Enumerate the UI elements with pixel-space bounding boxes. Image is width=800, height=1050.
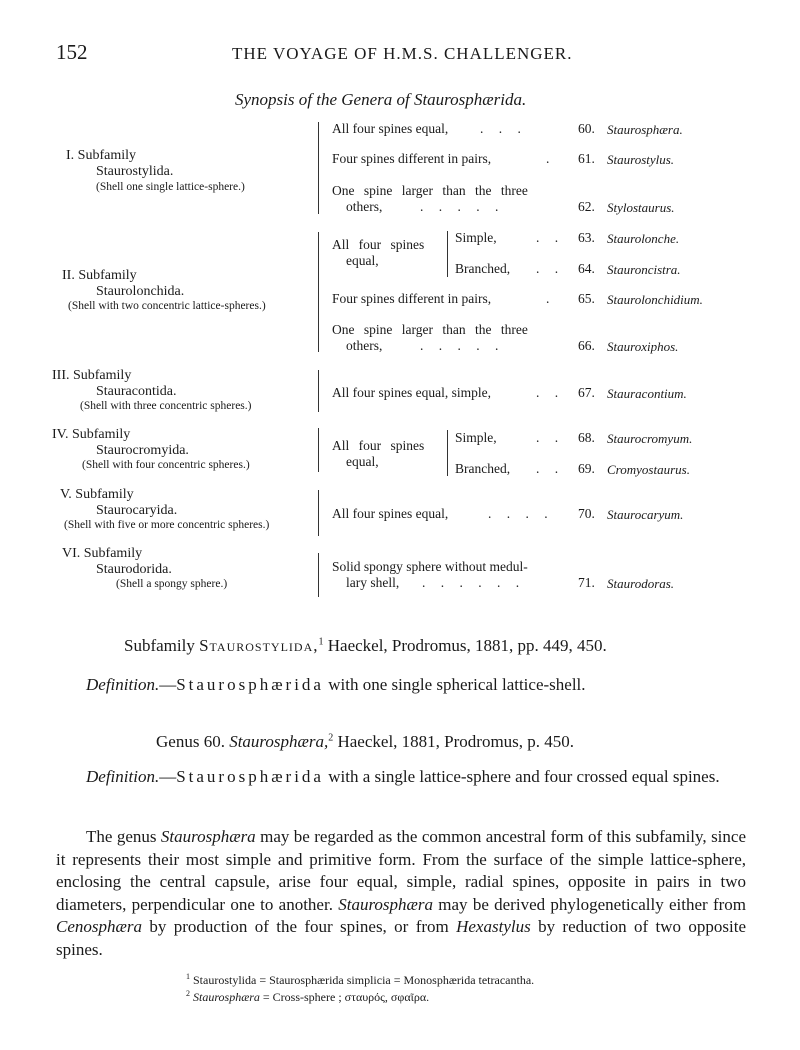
key-text-continued: lary shell,: [346, 575, 400, 590]
footnote-ref: 1: [318, 636, 324, 648]
subfamily-label: III. Subfamily: [52, 368, 132, 383]
genus-number: 67.: [578, 385, 595, 400]
genus-number: 60.: [578, 121, 595, 136]
subkey-text: Branched,: [455, 261, 511, 276]
key-text: One spine larger than the three: [332, 322, 528, 337]
genus-heading: [156, 732, 574, 752]
genus-prefix: Genus 60.: [156, 732, 230, 751]
subfamily-name: Staurocromyida.: [96, 443, 189, 458]
synopsis-title: Synopsis of the Genera of Staurosphærida.: [235, 90, 527, 109]
page-number: 152: [56, 40, 88, 64]
genus-name: Staurolonchidium.: [607, 292, 703, 307]
brace: [318, 428, 319, 472]
genus-number: 69.: [578, 461, 595, 476]
leader-dots: . .: [536, 230, 565, 245]
genus-number: 61.: [578, 151, 595, 166]
brace: [318, 553, 319, 597]
footnote-text: = Cross-sphere ; σταυρός, σφαῖρα.: [259, 990, 430, 1004]
subfamily-name: Staurostylida.: [96, 164, 174, 179]
subfamily-note: (Shell with two concentric lattice-spheres.): [68, 300, 266, 312]
leader-dots: .: [546, 291, 556, 306]
genus-name: Staurocaryum.: [607, 507, 684, 522]
key-text: Four spines different in pairs,: [332, 291, 492, 306]
key-text: All four spines equal, simple,: [332, 385, 491, 400]
subfamily-name: Staurolonchida.: [96, 284, 185, 299]
definition-rest: with one single spherical lattice-shell.: [323, 675, 586, 694]
key-text: All four spines: [332, 438, 425, 453]
subfamily-note: (Shell with four concentric spheres.): [82, 459, 250, 471]
brace: [318, 490, 319, 536]
genus-name: Cromyostaurus.: [607, 462, 690, 477]
subfamily-label: II. Subfamily: [62, 268, 137, 283]
heading-rest: Haeckel, Prodromus, 1881, pp. 449, 450.: [323, 636, 607, 655]
key-text: All four spines equal,: [332, 506, 449, 521]
key-text: All four spines: [332, 237, 425, 252]
leader-dots: . . . . .: [420, 338, 505, 353]
key-text-continued: others,: [346, 199, 383, 214]
heading-name: Staurostylida,: [199, 636, 319, 655]
genus-rest: Haeckel, 1881, Prodromus, p. 450.: [333, 732, 575, 751]
leader-dots: . .: [536, 461, 565, 476]
subkey-text: Branched,: [455, 461, 511, 476]
key-text-continued: equal,: [346, 454, 379, 469]
definition-1: [86, 675, 586, 695]
footnote-2: [186, 989, 429, 1005]
genus-number: 68.: [578, 430, 595, 445]
key-text-continued: others,: [346, 338, 383, 353]
footnote-1: [186, 972, 534, 988]
sub-brace: [447, 231, 448, 277]
definition-dash: —: [159, 675, 177, 694]
brace: [318, 370, 319, 412]
subfamily-note: (Shell one single lattice-sphere.): [96, 181, 245, 193]
genus-ref: Cenosphæra: [56, 917, 142, 936]
text-run: may be regarded as the common ancestral form of this subfamily, since it represents their most simple and primitive form. From the surface of the simple lattice-sphere, enclosing the central capsule, arise four equal, simple, radial spines, opposite in pairs in two diameters, perpendicular one to another.: [56, 827, 746, 914]
leader-dots: .: [546, 151, 556, 166]
genus-name: Stauracontium.: [607, 386, 687, 401]
subfamily-note: (Shell with five or more concentric spheres.): [64, 519, 270, 531]
genus-name: Stauroxiphos.: [607, 339, 679, 354]
definition-label: Definition.: [86, 675, 160, 694]
leader-dots: . . . . . .: [422, 575, 526, 590]
genus-name: Stauroncistra.: [607, 262, 681, 277]
genus-heading-name: Staurosphæra,: [229, 732, 329, 751]
leader-dots: . .: [536, 430, 565, 445]
subfamily-label: IV. Subfamily: [52, 427, 131, 442]
brace: [318, 122, 319, 214]
definition-2: [86, 766, 746, 789]
subfamily-name: Staurocaryida.: [96, 503, 178, 518]
genus-number: 71.: [578, 575, 595, 590]
text-run: may be derived phylogenetically either from: [433, 894, 746, 914]
genus-ref: Staurosphæra: [160, 827, 256, 846]
key-text: All four spines equal,: [332, 121, 449, 136]
brace: [318, 232, 319, 352]
subfamily-name: Stauracontida.: [96, 384, 177, 399]
footnote-mark: 2: [186, 989, 190, 998]
subfamily-name: Staurodorida.: [96, 562, 172, 577]
key-text: One spine larger than the three: [332, 183, 528, 198]
genus-name: Staurosphæra.: [607, 122, 683, 137]
genus-ref: Staurosphæra: [338, 894, 433, 914]
footnote-text: Staurostylida = Staurosphærida simplicia = Monosphærida tetracantha.: [193, 973, 535, 987]
genus-number: 70.: [578, 506, 595, 521]
genus-number: 66.: [578, 338, 595, 353]
footnote-ref: 2: [328, 732, 334, 744]
definition-spaced-term: Staurosphærida: [176, 675, 324, 694]
definition-rest: with a single lattice-sphere and four crossed equal spines.: [323, 767, 720, 786]
subfamily-label: VI. Subfamily: [62, 546, 143, 561]
genus-name: Stylostaurus.: [607, 200, 675, 215]
definition-label: Definition.: [86, 767, 160, 786]
text-run: The genus: [86, 827, 161, 846]
genus-ref: Hexastylus: [456, 917, 531, 936]
footnote-italic: Staurosphæra: [193, 990, 260, 1004]
definition-dash: —: [159, 767, 177, 786]
running-title: THE VOYAGE OF H.M.S. CHALLENGER.: [232, 44, 573, 63]
body-paragraph: [56, 826, 746, 961]
key-text: Four spines different in pairs,: [332, 151, 492, 166]
leader-dots: . . .: [480, 121, 527, 136]
genus-number: 63.: [578, 230, 595, 245]
key-text: Solid spongy sphere without medul-: [332, 559, 528, 574]
genus-name: Staurostylus.: [607, 152, 675, 167]
subfamily-heading: [124, 636, 607, 656]
subfamily-note: (Shell a spongy sphere.): [116, 578, 228, 590]
leader-dots: . . . . .: [420, 199, 505, 214]
leader-dots: . .: [536, 261, 565, 276]
text-run: by reduction of two opposite spines.: [56, 917, 746, 959]
sub-brace: [447, 430, 448, 476]
heading-prefix: Subfamily: [124, 636, 200, 655]
key-text-continued: equal,: [346, 253, 379, 268]
subkey-text: Simple,: [455, 430, 497, 445]
subfamily-label: V. Subfamily: [60, 487, 134, 502]
subfamily-label: I. Subfamily: [66, 148, 136, 163]
genus-name: Staurocromyum.: [607, 431, 693, 446]
genus-number: 65.: [578, 291, 595, 306]
footnote-mark: 1: [186, 972, 190, 981]
genus-number: 62.: [578, 199, 595, 214]
subfamily-note: (Shell with three concentric spheres.): [80, 400, 252, 412]
genus-name: Staurodoras.: [607, 576, 675, 591]
genus-number: 64.: [578, 261, 595, 276]
genus-name: Staurolonche.: [607, 231, 680, 246]
definition-spaced-term: Staurosphærida: [176, 767, 324, 786]
leader-dots: . . . .: [488, 506, 554, 521]
text-run: by production of the four spines, or from: [141, 917, 457, 936]
subkey-text: Simple,: [455, 230, 497, 245]
leader-dots: . .: [536, 385, 565, 400]
